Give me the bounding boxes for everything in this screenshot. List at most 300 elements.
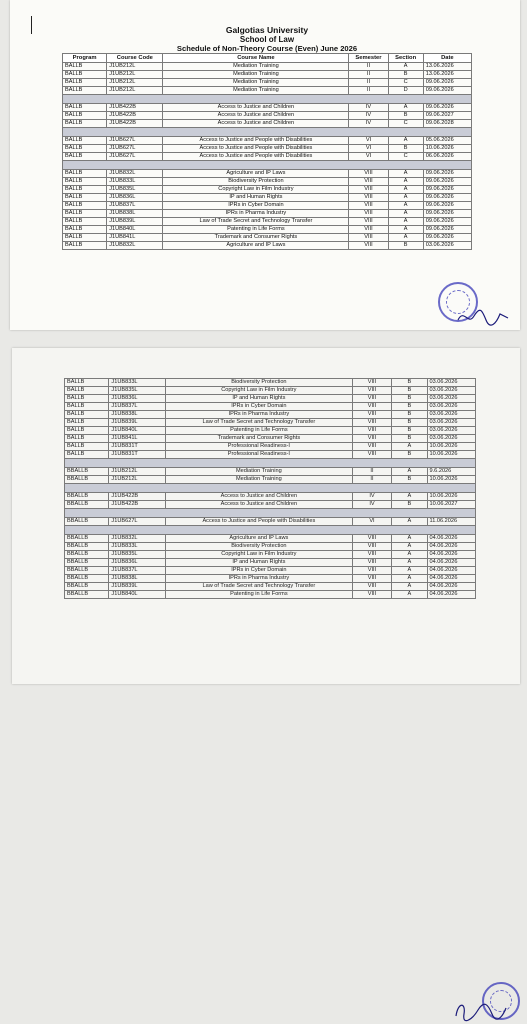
program-cell: BBALLB — [65, 559, 109, 567]
group-separator — [63, 128, 472, 137]
table-row — [63, 112, 472, 120]
semester-cell: VIII — [349, 202, 388, 210]
date-cell: 03.06.2026 — [427, 411, 476, 419]
program-cell: BALLB — [63, 104, 107, 112]
date-cell: 03.06.2026 — [427, 435, 476, 443]
course-name-cell: Copyright Law in Film Industry — [163, 186, 349, 194]
group-separator-row — [63, 95, 472, 104]
group-separator-row — [63, 161, 472, 170]
table-row — [63, 71, 472, 79]
semester-cell: IV — [352, 501, 391, 509]
document-page-2 — [12, 348, 520, 684]
course-code-cell: J1UB838L — [107, 210, 163, 218]
table-row — [65, 476, 476, 484]
section-cell: C — [388, 153, 423, 161]
date-cell: 09.06.2026 — [423, 178, 471, 186]
table-row — [65, 468, 476, 476]
schedule-rows — [63, 63, 472, 250]
semester-cell: IV — [349, 112, 388, 120]
course-name-cell: Mediation Training — [163, 87, 349, 95]
course-name-cell: Biodiversity Protection — [165, 379, 352, 387]
semester-cell: VIII — [352, 379, 391, 387]
date-cell: 09.06.2027 — [423, 112, 471, 120]
section-cell: A — [392, 551, 427, 559]
semester-cell: VIII — [352, 559, 391, 567]
program-cell: BBALLB — [65, 591, 109, 599]
semester-cell: VIII — [352, 551, 391, 559]
course-name-cell: IPRs in Pharma Industry — [163, 210, 349, 218]
course-code-cell: J1UB835L — [107, 186, 163, 194]
course-code-cell: J1UB831T — [109, 451, 166, 459]
group-separator — [63, 161, 472, 170]
semester-cell: VIII — [352, 535, 391, 543]
date-cell: 04.06.2026 — [427, 551, 476, 559]
group-separator — [65, 509, 476, 518]
program-cell: BALLB — [63, 242, 107, 250]
section-cell: A — [392, 468, 427, 476]
date-cell: 05.06.2026 — [423, 137, 471, 145]
semester-cell: II — [352, 468, 391, 476]
table-row — [65, 403, 476, 411]
course-name-cell: Access to Justice and People with Disabilities — [163, 145, 349, 153]
course-name-cell: Mediation Training — [163, 79, 349, 87]
course-name-cell: Patenting in Life Forms — [165, 427, 352, 435]
date-cell: 06.06.2026 — [423, 153, 471, 161]
course-code-cell: J1UB836L — [109, 559, 166, 567]
date-cell: 09.06.2026 — [423, 210, 471, 218]
date-cell: 04.06.2026 — [427, 559, 476, 567]
section-cell: B — [392, 501, 427, 509]
course-name-cell: Access to Justice and Children — [163, 112, 349, 120]
semester-cell: VIII — [352, 403, 391, 411]
semester-cell: VIII — [352, 583, 391, 591]
program-cell: BALLB — [63, 71, 107, 79]
semester-cell: II — [352, 476, 391, 484]
table-row — [65, 395, 476, 403]
table-row — [63, 104, 472, 112]
program-cell: BALLB — [63, 170, 107, 178]
date-cell: 09.06.2026 — [423, 226, 471, 234]
semester-cell: II — [349, 87, 388, 95]
pen-mark — [31, 16, 32, 34]
date-cell: 09.06.2026 — [423, 194, 471, 202]
table-row — [63, 242, 472, 250]
semester-cell: VIII — [352, 591, 391, 599]
table-row — [63, 120, 472, 128]
course-code-cell: J1UB839L — [107, 218, 163, 226]
semester-cell: IV — [349, 104, 388, 112]
table-row — [65, 443, 476, 451]
section-cell: A — [388, 202, 423, 210]
table-row — [63, 202, 472, 210]
course-code-cell: J1UB627L — [107, 153, 163, 161]
column-header-section: Section — [388, 54, 423, 63]
date-cell: 03.06.2026 — [427, 387, 476, 395]
section-cell: A — [392, 543, 427, 551]
section-cell: A — [388, 226, 423, 234]
course-name-cell: IP and Human Rights — [165, 559, 352, 567]
date-cell: 13.06.2026 — [423, 63, 471, 71]
course-code-cell: J1UB837L — [109, 403, 166, 411]
course-name-cell: Access to Justice and People with Disabilities — [163, 153, 349, 161]
section-cell: D — [388, 87, 423, 95]
semester-cell: VIII — [352, 395, 391, 403]
course-name-cell: Biodiversity Protection — [165, 543, 352, 551]
table-row — [65, 567, 476, 575]
semester-cell: VIII — [349, 234, 388, 242]
course-code-cell: J1UB838L — [109, 575, 166, 583]
column-header-row — [63, 54, 472, 63]
table-row — [63, 145, 472, 153]
course-name-cell: Mediation Training — [165, 476, 352, 484]
section-cell: B — [392, 395, 427, 403]
program-cell: BBALLB — [65, 493, 109, 501]
date-cell: 03.06.2026 — [423, 242, 471, 250]
course-name-cell: Law of Trade Secret and Technology Transfer — [165, 583, 352, 591]
program-cell: BBALLB — [65, 543, 109, 551]
section-cell: B — [388, 112, 423, 120]
semester-cell: VIII — [349, 170, 388, 178]
program-cell: BBALLB — [65, 567, 109, 575]
course-name-cell: Access to Justice and Children — [165, 501, 352, 509]
section-cell: A — [388, 186, 423, 194]
course-name-cell: IPRs in Cyber Domain — [165, 403, 352, 411]
date-cell: 09.06.2026 — [423, 104, 471, 112]
table-row — [65, 435, 476, 443]
table-row — [65, 387, 476, 395]
program-cell: BBALLB — [65, 468, 109, 476]
semester-cell: VIII — [352, 575, 391, 583]
program-cell: BBALLB — [65, 535, 109, 543]
course-code-cell: J1UB627L — [107, 145, 163, 153]
course-name-cell: Copyright Law in Film Industry — [165, 387, 352, 395]
date-cell: 10.06.2027 — [427, 501, 476, 509]
course-code-cell: J1UB422B — [107, 104, 163, 112]
section-cell: B — [392, 387, 427, 395]
section-cell: A — [392, 567, 427, 575]
group-separator-row — [65, 509, 476, 518]
group-separator-row — [63, 128, 472, 137]
course-code-cell: J1UB833L — [107, 178, 163, 186]
date-cell: 09.06.2026 — [423, 87, 471, 95]
university-name: Galgotias University — [225, 26, 309, 35]
course-code-cell: J1UB835L — [109, 551, 166, 559]
course-name-cell: Access to Justice and People with Disabilities — [165, 518, 352, 526]
course-code-cell: J1UB212L — [109, 468, 166, 476]
date-cell: 03.06.2026 — [427, 403, 476, 411]
date-cell: 03.06.2026 — [427, 395, 476, 403]
semester-cell: IV — [352, 493, 391, 501]
course-code-cell: J1UB832L — [107, 242, 163, 250]
program-cell: BALLB — [65, 411, 109, 419]
program-cell: BALLB — [63, 210, 107, 218]
section-cell: A — [388, 218, 423, 226]
program-cell: BALLB — [63, 234, 107, 242]
table-row — [65, 493, 476, 501]
semester-cell: VI — [352, 518, 391, 526]
program-cell: BBALLB — [65, 575, 109, 583]
table-row — [63, 79, 472, 87]
program-cell: BALLB — [63, 186, 107, 194]
table-row — [65, 411, 476, 419]
semester-cell: VIII — [352, 443, 391, 451]
course-name-cell: Biodiversity Protection — [163, 178, 349, 186]
semester-cell: VI — [349, 145, 388, 153]
course-code-cell: J1UB836L — [109, 395, 166, 403]
date-cell: 09.06.2026 — [423, 186, 471, 194]
section-cell: B — [388, 71, 423, 79]
course-name-cell: Access to Justice and Children — [165, 493, 352, 501]
section-cell: C — [388, 79, 423, 87]
course-name-cell: Mediation Training — [165, 468, 352, 476]
section-cell: A — [388, 234, 423, 242]
course-name-cell: Patenting in Life Forms — [165, 591, 352, 599]
course-code-cell: J1UB833L — [109, 379, 166, 387]
date-cell: 04.06.2026 — [427, 575, 476, 583]
column-header-date: Date — [423, 54, 471, 63]
course-code-cell: J1UB212L — [109, 476, 166, 484]
semester-cell: VIII — [352, 387, 391, 395]
table-row — [65, 427, 476, 435]
table-row — [63, 170, 472, 178]
course-code-cell: J1UB835L — [109, 387, 166, 395]
section-cell: A — [388, 178, 423, 186]
course-name-cell: Mediation Training — [163, 63, 349, 71]
section-cell: C — [388, 120, 423, 128]
semester-cell: VI — [349, 137, 388, 145]
section-cell: A — [392, 535, 427, 543]
table-row — [65, 591, 476, 599]
date-cell: 09.06.2026 — [423, 202, 471, 210]
course-code-cell: J1UB837L — [107, 202, 163, 210]
date-cell: 04.06.2026 — [427, 567, 476, 575]
semester-cell: VIII — [349, 210, 388, 218]
section-cell: A — [388, 170, 423, 178]
group-separator — [65, 526, 476, 535]
group-separator-row — [65, 459, 476, 468]
course-name-cell: IP and Human Rights — [165, 395, 352, 403]
program-cell: BALLB — [65, 443, 109, 451]
date-cell: 10.06.2026 — [427, 443, 476, 451]
program-cell: BALLB — [63, 112, 107, 120]
date-cell: 03.06.2026 — [427, 379, 476, 387]
course-name-cell: Trademark and Consumer Rights — [163, 234, 349, 242]
semester-cell: VIII — [349, 218, 388, 226]
table-row — [63, 87, 472, 95]
course-name-cell: Agriculture and IP Laws — [163, 170, 349, 178]
course-code-cell: J1UB831T — [109, 443, 166, 451]
course-name-cell: IPRs in Pharma Industry — [165, 411, 352, 419]
program-cell: BALLB — [65, 419, 109, 427]
table-row — [65, 543, 476, 551]
table-row — [63, 218, 472, 226]
program-cell: BALLB — [63, 87, 107, 95]
column-header-semester: Semester — [349, 54, 388, 63]
school-name: School of Law — [239, 35, 295, 44]
course-code-cell: J1UB836L — [107, 194, 163, 202]
semester-cell: IV — [349, 120, 388, 128]
course-name-cell: Law of Trade Secret and Technology Transfer — [163, 218, 349, 226]
semester-cell: VIII — [352, 411, 391, 419]
document-page-1 — [10, 0, 520, 330]
program-cell: BBALLB — [65, 583, 109, 591]
course-code-cell: J1UB838L — [109, 411, 166, 419]
table-row — [65, 501, 476, 509]
program-cell: BALLB — [63, 153, 107, 161]
table-row — [63, 137, 472, 145]
course-name-cell: IP and Human Rights — [163, 194, 349, 202]
section-cell: B — [392, 419, 427, 427]
signature-mark — [456, 306, 510, 328]
course-code-cell: J1UB422B — [109, 493, 166, 501]
program-cell: BALLB — [65, 379, 109, 387]
program-cell: BALLB — [65, 403, 109, 411]
date-cell: 11.06.2026 — [427, 518, 476, 526]
course-name-cell: Access to Justice and Children — [163, 120, 349, 128]
table-row — [65, 451, 476, 459]
schedule-table-page-1 — [62, 26, 472, 250]
date-cell: 10.06.2026 — [423, 145, 471, 153]
course-code-cell: J1UB212L — [107, 71, 163, 79]
course-code-cell: J1UB422B — [107, 112, 163, 120]
course-code-cell: J1UB627L — [107, 137, 163, 145]
program-cell: BALLB — [63, 226, 107, 234]
section-cell: B — [388, 145, 423, 153]
course-code-cell: J1UB841L — [107, 234, 163, 242]
semester-cell: VIII — [352, 543, 391, 551]
program-cell: BALLB — [65, 387, 109, 395]
section-cell: A — [388, 210, 423, 218]
table-row — [65, 551, 476, 559]
table-row — [63, 210, 472, 218]
date-cell: 04.06.2026 — [427, 543, 476, 551]
table-row — [63, 178, 472, 186]
course-code-cell: J1UB212L — [107, 63, 163, 71]
schedule-rows — [65, 379, 476, 599]
date-cell: 09.06.2026 — [423, 218, 471, 226]
semester-cell: VIII — [349, 226, 388, 234]
schedule-title: Schedule of Non-Theory Course (Even) June 2026 — [176, 44, 358, 53]
group-separator — [63, 95, 472, 104]
semester-cell: VIII — [349, 178, 388, 186]
date-cell: 09.06.2026 — [423, 170, 471, 178]
course-code-cell: J1UB839L — [109, 583, 166, 591]
date-cell: 9.6.2026 — [427, 468, 476, 476]
program-cell: BALLB — [63, 120, 107, 128]
program-cell: BALLB — [63, 137, 107, 145]
section-cell: A — [392, 559, 427, 567]
column-header-course-code: Course Code — [107, 54, 163, 63]
course-name-cell: Patenting in Life Forms — [163, 226, 349, 234]
semester-cell: VIII — [352, 567, 391, 575]
program-cell: BBALLB — [65, 551, 109, 559]
date-cell: 03.06.2026 — [427, 419, 476, 427]
course-name-cell: Professional Readiness-I — [165, 451, 352, 459]
course-name-cell: Law of Trade Secret and Technology Transfer — [165, 419, 352, 427]
section-cell: A — [388, 104, 423, 112]
program-cell: BALLB — [63, 145, 107, 153]
date-cell: 13.06.2026 — [423, 71, 471, 79]
course-code-cell: J1UB840L — [109, 591, 166, 599]
course-code-cell: J1UB422B — [107, 120, 163, 128]
course-name-cell: IPRs in Pharma Industry — [165, 575, 352, 583]
course-code-cell: J1UB841L — [109, 435, 166, 443]
course-code-cell: J1UB839L — [109, 419, 166, 427]
section-cell: B — [392, 411, 427, 419]
date-cell: 04.06.2026 — [427, 583, 476, 591]
course-code-cell: J1UB212L — [107, 87, 163, 95]
program-cell: BALLB — [63, 178, 107, 186]
schedule-table-page-2 — [64, 378, 476, 599]
course-code-cell: J1UB837L — [109, 567, 166, 575]
semester-cell: VIII — [349, 194, 388, 202]
semester-cell: VIII — [352, 419, 391, 427]
table-row — [63, 194, 472, 202]
semester-cell: VIII — [349, 186, 388, 194]
section-cell: A — [388, 63, 423, 71]
section-cell: B — [392, 476, 427, 484]
course-name-cell: Agriculture and IP Laws — [163, 242, 349, 250]
course-code-cell: J1UB422B — [109, 501, 166, 509]
section-cell: B — [388, 242, 423, 250]
group-separator — [65, 484, 476, 493]
semester-cell: II — [349, 79, 388, 87]
date-cell: 09.06.2026 — [423, 79, 471, 87]
table-row — [65, 535, 476, 543]
course-name-cell: Professional Readiness-I — [165, 443, 352, 451]
semester-cell: VI — [349, 153, 388, 161]
program-cell: BALLB — [65, 435, 109, 443]
table-row — [63, 63, 472, 71]
course-name-cell: IPRs in Cyber Domain — [163, 202, 349, 210]
group-separator — [65, 459, 476, 468]
date-cell: 04.06.2026 — [427, 535, 476, 543]
date-cell: 04.06.2026 — [427, 591, 476, 599]
date-cell: 10.06.2026 — [427, 476, 476, 484]
section-cell: A — [388, 194, 423, 202]
section-cell: A — [392, 591, 427, 599]
date-cell: 09.06.2028 — [423, 120, 471, 128]
program-cell: BALLB — [65, 451, 109, 459]
program-cell: BBALLB — [65, 476, 109, 484]
program-cell: BALLB — [65, 395, 109, 403]
date-cell: 09.06.2026 — [423, 234, 471, 242]
section-cell: B — [392, 379, 427, 387]
table-row — [65, 559, 476, 567]
semester-cell: VIII — [352, 435, 391, 443]
semester-cell: VIII — [352, 427, 391, 435]
section-cell: B — [392, 427, 427, 435]
program-cell: BALLB — [65, 427, 109, 435]
group-separator-row — [65, 484, 476, 493]
course-code-cell: J1UB832L — [109, 535, 166, 543]
section-cell: B — [392, 435, 427, 443]
course-name-cell: Trademark and Consumer Rights — [165, 435, 352, 443]
table-row — [65, 518, 476, 526]
course-name-cell: Mediation Training — [163, 71, 349, 79]
group-separator-row — [65, 526, 476, 535]
course-code-cell: J1UB212L — [107, 79, 163, 87]
course-code-cell: J1UB840L — [107, 226, 163, 234]
section-cell: A — [388, 137, 423, 145]
program-cell: BALLB — [63, 194, 107, 202]
section-cell: A — [392, 518, 427, 526]
table-row — [65, 419, 476, 427]
table-row — [65, 575, 476, 583]
date-cell: 10.06.2026 — [427, 493, 476, 501]
course-code-cell: J1UB833L — [109, 543, 166, 551]
date-cell: 10.06.2026 — [427, 451, 476, 459]
